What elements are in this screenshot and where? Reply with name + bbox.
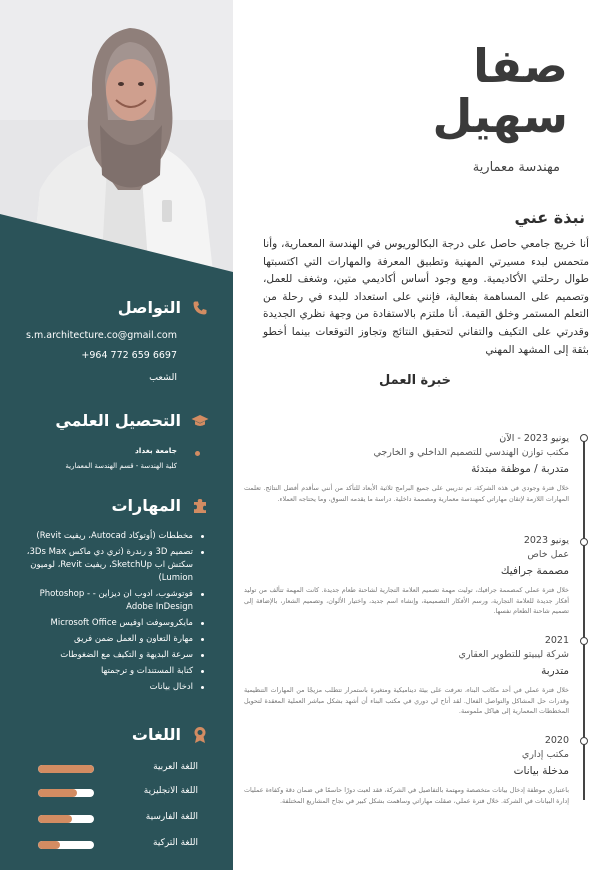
skill-item: فوتوشوب، ادوب ان ديزاين - Photoshop - Adobe InDesign	[21, 588, 201, 614]
experience-item	[244, 432, 569, 504]
timeline-dot	[580, 434, 588, 442]
sidebar	[0, 0, 233, 870]
language-row	[38, 812, 198, 826]
language-level-bar	[38, 789, 94, 797]
language-level-fill	[38, 815, 72, 823]
experience-description: خلال فترة عملي في أحد مكاتب البناء، تعرفت على بيئة ديناميكية ومتغيرة باستمرار تتطلب مزيجًا من المهارات التنظيمية وقدرات حل المشاكل والتواصل الفعال. لقد أتاح لي دوري في مكتب البناء أن أشهد بشكل مباشر العملية المعقدة لتحويل المخططات المعمارية إلى هياكل ملموسة.	[244, 686, 569, 715]
skills-title: المهارات	[111, 496, 181, 515]
contact-email[interactable]: s.m.architecture.co@gmail.com	[26, 330, 177, 341]
phone-icon	[191, 299, 209, 317]
language-level-fill	[38, 841, 60, 849]
skill-item: كتابة المستندات و ترجمتها	[21, 665, 201, 678]
education-bullet	[195, 451, 200, 456]
skill-item: ادخال بيانات	[21, 681, 201, 694]
skill-item: تصميم 3D و رندرة (ثري دي ماكس 3Ds Max، سكتش اب SketchUp، ريفيت Revit، لوميون Lumion)	[21, 546, 201, 585]
last-name: سهيل	[432, 89, 568, 143]
language-level-bar	[38, 765, 94, 773]
language-level-fill	[38, 765, 94, 773]
about-title: نبذة عني	[514, 208, 585, 227]
experience-title: خبرة العمل	[379, 373, 451, 388]
timeline-dot	[580, 737, 588, 745]
experience-role: مدخلة بيانات	[513, 765, 569, 777]
language-name: اللغة التركية	[153, 838, 198, 848]
experience-description: خلال فترة وجودي في هذه الشركة، تم تدريبي على جميع البرامج ثلاثية الأبعاد للتأكد من أنني سأقدم أفضل النتائج. تعلمت المهارات اللازمة لإتقان مهاراتي كمهندسة معمارية ومصممة داخلية. دراسة ما يقدمه السوق، وما يحتاجه العملاء.	[244, 484, 569, 503]
experience-role: مصممة جرافيك	[500, 565, 569, 577]
experience-role: متدربة / موظفة مبتدئة	[471, 463, 569, 475]
experience-org: مكتب توازن الهندسي للتصميم الداخلي و الخارجي	[373, 447, 569, 458]
timeline-dot	[580, 538, 588, 546]
contact-header	[118, 298, 209, 317]
timeline-line	[583, 438, 585, 800]
contact-phone[interactable]: +964 772 659 6697	[81, 350, 177, 361]
language-name: اللغة الفارسية	[145, 812, 198, 822]
experience-org: شركة ليبيتو للتطوير العقاري	[458, 649, 569, 660]
languages-title: اللغات	[131, 725, 181, 744]
education-department: كلية الهندسة - قسم الهندسة المعمارية	[65, 462, 177, 470]
contact-location: الشعب	[149, 372, 177, 383]
experience-date: 2020	[544, 735, 569, 746]
timeline-dot	[580, 637, 588, 645]
job-title: مهندسة معمارية	[472, 160, 560, 175]
graduation-cap-icon	[191, 412, 209, 430]
skill-item: مهارة التعاون و العمل ضمن فريق	[21, 633, 201, 646]
award-icon	[191, 726, 209, 744]
first-name: صفا	[473, 39, 568, 93]
language-level-bar	[38, 841, 94, 849]
experience-item	[244, 534, 569, 617]
experience-item	[244, 634, 569, 717]
education-title: التحصيل العلمي	[55, 411, 181, 430]
education-header	[55, 411, 209, 430]
language-row	[38, 762, 198, 776]
experience-org: مكتب إداري	[521, 749, 569, 760]
about-text: أنا خريج جامعي حاصل على درجة البكالوريوس في الهندسة المعمارية، وأنا متحمس لبدء مسيرتي المهنية وتطبيق المعرفة والمهارات التي اكتسبتها طوال رحلتي الأكاديمية. ومع وجود أساس أكاديمي متين، وشغف للعمل، وتصميم على المساهمة بفعالية، فإنني على استعداد للبدء في رحلة من التعلم المستمر وخلق القيمة. أنا ملتزم بالاستفادة من وجهة نظري الجديدة وقدرتي على التكيف والتفاني لتحقيق النتائج وتجاوز التوقعات بينما أخطو بثقة إلى المشهد المهني	[263, 238, 589, 356]
experience-item	[244, 734, 569, 806]
language-name: اللغة العربية	[153, 762, 198, 772]
language-level-bar	[38, 815, 94, 823]
experience-description: باعتباري موظفة إدخال بيانات متخصصة ومهتمة بالتفاصيل في الشركة، فقد لعبت دورًا حاسمًا في ضمان دقة وكفاءة عمليات إدارة البيانات في الشركة. خلال فترة عملي، صقلت مهاراتي وساهمت بشكل كبير في نجاح المشاريع المختلفة.	[244, 786, 569, 805]
experience-role: متدربة	[541, 665, 569, 677]
skill-item: سرعة البديهة و التكيف مع الضغوطات	[21, 649, 201, 662]
puzzle-icon	[191, 497, 209, 515]
languages-header	[132, 725, 209, 744]
education-school: جامعة بغداد	[134, 446, 177, 455]
language-name: اللغة الانجليزية	[143, 786, 198, 796]
experience-date: يونيو 2023 - الآن	[499, 433, 569, 444]
experience-date: يونيو 2023	[523, 535, 569, 546]
language-row	[38, 786, 198, 800]
experience-date: 2021	[544, 635, 569, 646]
language-row	[38, 838, 198, 852]
skills-header	[111, 496, 209, 515]
skills-list	[21, 530, 201, 697]
language-level-fill	[38, 789, 77, 797]
skill-item: مخططات (أوتوكاد Autocad، ريفيت Revit)	[21, 530, 201, 543]
skill-item: مايكروسوفت اوفيس Microsoft Office	[21, 617, 201, 630]
experience-description: خلال فترة عملي كمصممة جرافيك، توليت مهمة تصميم العلامة التجارية لشاحنة طعام جديدة. كانت المهمة تتألف من توليد أفكار جديدة للعلامة التجارية، ورسم الأفكار التصميمية، وإنشاء اسم جديد، واختيار الألوان، وتصميم الشعار، بالإضافة إلى تصميم شاحنة الطعام نفسها.	[244, 586, 569, 615]
contact-title: التواصل	[117, 298, 181, 317]
experience-org: عمل خاص	[527, 549, 569, 560]
